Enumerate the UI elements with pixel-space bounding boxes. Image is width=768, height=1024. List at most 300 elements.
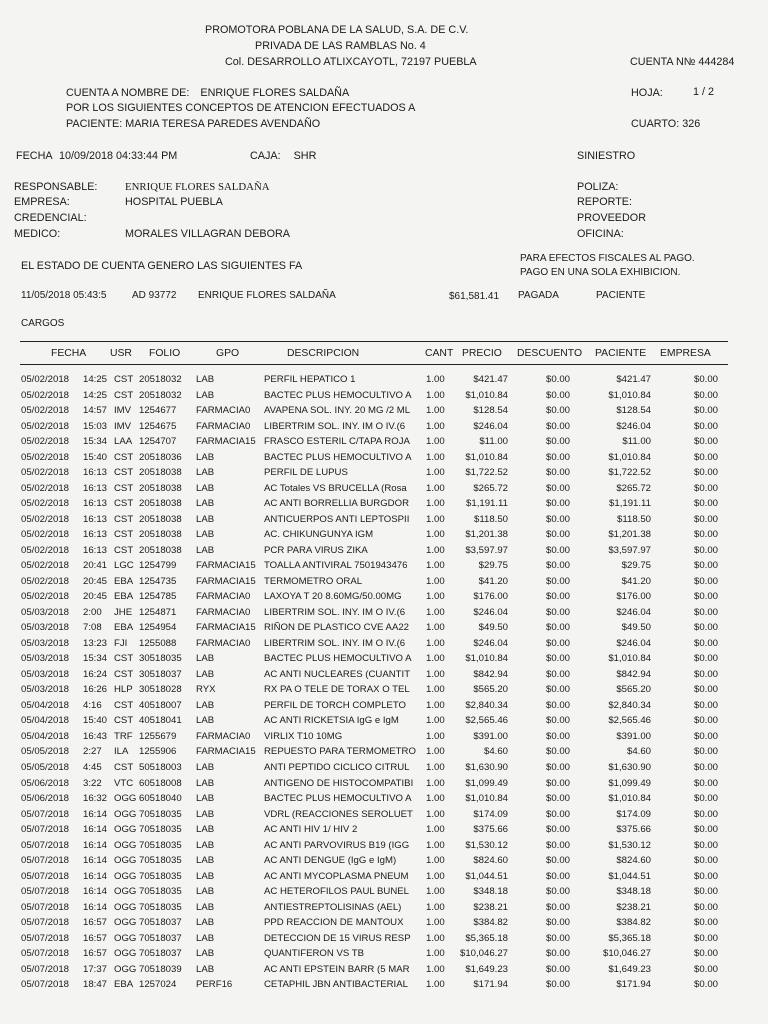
- row-group: LAB: [196, 808, 215, 820]
- row-description: AC ANTI MYCOPLASMA PNEUM: [264, 870, 409, 882]
- row-quantity: 1.00: [426, 389, 445, 401]
- row-price: $1,044.51: [465, 870, 508, 882]
- row-group: LAB: [196, 389, 215, 401]
- doctor-label: MEDICO:: [14, 228, 61, 240]
- invoice-name: ENRIQUE FLORES SALDAÑA: [198, 290, 336, 301]
- row-company-amount: $0.00: [693, 963, 718, 975]
- row-date: 05/02/2018: [21, 451, 70, 463]
- row-folio: 60518008: [139, 777, 182, 789]
- row-discount: $0.00: [545, 715, 570, 727]
- row-folio: 70518035: [139, 901, 182, 913]
- row-description: PERFIL DE LUPUS: [264, 467, 348, 479]
- row-folio: 70518035: [139, 870, 182, 882]
- row-discount: $0.00: [545, 668, 570, 680]
- row-quantity: 1.00: [426, 498, 445, 510]
- row-group: LAB: [196, 699, 215, 711]
- row-patient-amount: $128.54: [616, 405, 651, 417]
- row-folio: 20518036: [139, 451, 182, 463]
- row-time: 4:16: [83, 699, 102, 711]
- row-quantity: 1.00: [426, 513, 445, 525]
- row-patient-amount: $3,597.97: [608, 544, 651, 556]
- row-date: 05/02/2018: [21, 575, 70, 587]
- table-row: [0, 979, 768, 995]
- row-company-amount: $0.00: [693, 932, 718, 944]
- row-group: PERF16: [196, 979, 233, 991]
- concepts-line: POR LOS SIGUIENTES CONCEPTOS DE ATENCION EFECTUADOS A: [66, 102, 416, 114]
- row-description: AC ANTI RICKETSIA IgG e IgM: [264, 715, 399, 727]
- row-patient-amount: $1,010.84: [608, 451, 651, 463]
- row-description: BACTEC PLUS HEMOCULTIVO A: [264, 389, 412, 401]
- row-discount: $0.00: [545, 808, 570, 820]
- row-group: LAB: [196, 482, 215, 494]
- row-discount: $0.00: [545, 870, 570, 882]
- row-folio: 20518038: [139, 482, 182, 494]
- row-folio: 70518037: [139, 948, 182, 960]
- company-value: HOSPITAL PUEBLA: [125, 196, 223, 208]
- row-price: $824.60: [473, 855, 508, 867]
- row-folio: 20518032: [139, 389, 182, 401]
- row-company-amount: $0.00: [693, 451, 718, 463]
- row-company-amount: $0.00: [693, 855, 718, 867]
- row-quantity: 1.00: [426, 730, 445, 742]
- row-date: 05/02/2018: [21, 420, 70, 432]
- row-quantity: 1.00: [426, 544, 445, 556]
- row-company-amount: $0.00: [693, 793, 718, 805]
- row-patient-amount: $1,099.49: [608, 777, 651, 789]
- company-label: EMPRESA:: [14, 196, 70, 208]
- row-description: BACTEC PLUS HEMOCULTIVO A: [264, 451, 412, 463]
- row-group: LAB: [196, 777, 215, 789]
- row-quantity: 1.00: [426, 668, 445, 680]
- row-quantity: 1.00: [426, 762, 445, 773]
- row-company-amount: $0.00: [693, 405, 718, 417]
- row-time: 16:24: [83, 668, 108, 680]
- row-user: CST: [114, 715, 134, 727]
- row-quantity: 1.00: [426, 901, 445, 913]
- row-quantity: 1.00: [426, 777, 445, 789]
- row-patient-amount: $118.50: [617, 513, 651, 525]
- row-description: BACTEC PLUS HEMOCULTIVO A: [264, 793, 412, 805]
- row-quantity: 1.00: [426, 979, 445, 991]
- row-description: LAXOYA T 20 8.60MG/50.00MG: [264, 591, 402, 603]
- row-description: AC HETEROFILOS PAUL BUNEL: [264, 886, 410, 898]
- row-group: LAB: [196, 963, 215, 975]
- row-date: 05/07/2018: [21, 808, 70, 820]
- patient: [66, 118, 320, 130]
- room: [631, 118, 700, 130]
- row-date: 05/07/2018: [21, 948, 70, 960]
- row-folio: 70518035: [139, 839, 182, 851]
- table-row: [0, 762, 768, 778]
- row-company-amount: $0.00: [693, 808, 718, 820]
- row-user: OGG: [114, 901, 137, 913]
- row-quantity: 1.00: [426, 560, 445, 572]
- row-date: 05/05/2018: [21, 746, 70, 758]
- row-patient-amount: $391.00: [616, 730, 651, 742]
- row-patient-amount: $1,649.23: [608, 963, 651, 975]
- table-row: [0, 746, 768, 762]
- row-date: 05/07/2018: [21, 917, 70, 929]
- row-patient-amount: $1,010.84: [608, 389, 651, 401]
- row-price: $421.47: [473, 374, 508, 385]
- row-quantity: 1.00: [426, 948, 445, 960]
- row-user: OGG: [114, 808, 137, 820]
- doctor-value: MORALES VILLAGRAN DEBORA: [125, 228, 291, 240]
- charges-title: CARGOS: [21, 318, 65, 329]
- row-price: $384.82: [473, 917, 508, 929]
- row-group: LAB: [196, 948, 215, 960]
- row-group: LAB: [196, 513, 215, 525]
- row-date: 05/02/2018: [21, 405, 70, 417]
- row-folio: 1254799: [139, 560, 177, 572]
- credential-label: CREDENCIAL:: [14, 212, 87, 224]
- row-quantity: 1.00: [426, 436, 445, 448]
- col-empresa: EMPRESA: [660, 348, 711, 359]
- row-company-amount: $0.00: [693, 420, 718, 432]
- table-row: [0, 684, 768, 700]
- row-time: 2:27: [83, 746, 102, 758]
- row-time: 16:14: [83, 839, 108, 851]
- row-patient-amount: $375.66: [616, 824, 651, 836]
- row-price: $4.60: [483, 746, 508, 758]
- row-description: TOALLA ANTIVIRAL 7501943476: [264, 560, 408, 572]
- row-quantity: 1.00: [426, 653, 445, 665]
- row-description: DETECCION DE 15 VIRUS RESP: [264, 932, 411, 944]
- row-price: $246.04: [473, 420, 508, 432]
- row-discount: $0.00: [545, 513, 570, 525]
- row-time: 16:13: [83, 482, 108, 494]
- row-group: LAB: [196, 451, 215, 463]
- row-group: LAB: [196, 653, 215, 665]
- row-price: $238.21: [473, 901, 508, 913]
- row-group: LAB: [196, 374, 215, 385]
- row-folio: 40518007: [139, 699, 182, 711]
- row-price: $565.20: [473, 684, 508, 696]
- office-label: OFICINA:: [577, 228, 624, 240]
- row-folio: 20518038: [139, 498, 182, 510]
- row-date: 05/07/2018: [21, 824, 70, 836]
- row-price: $1,010.84: [465, 793, 508, 805]
- row-date: 05/05/2018: [21, 762, 70, 773]
- fiscal-note-2: PAGO EN UNA SOLA EXHIBICION.: [520, 267, 681, 278]
- row-price: $1,191.11: [466, 498, 508, 510]
- row-patient-amount: $421.47: [616, 374, 651, 385]
- row-description: AC ANTI PARVOVIRUS B19 (IGG: [264, 839, 410, 851]
- row-quantity: 1.00: [426, 886, 445, 898]
- account-number-label: CUENTA N№: [630, 56, 696, 68]
- row-patient-amount: $246.04: [616, 637, 651, 649]
- row-description: CETAPHIL JBN ANTIBACTERIAL: [264, 979, 408, 991]
- table-row: [0, 607, 768, 623]
- row-discount: $0.00: [545, 777, 570, 789]
- row-date: 05/03/2018: [21, 606, 70, 618]
- row-user: CST: [114, 544, 134, 556]
- row-time: 16:13: [83, 544, 108, 556]
- row-description: PERFIL HEPATICO 1: [264, 374, 356, 385]
- print-date-value: 10/09/2018 04:33:44 PM: [59, 150, 178, 162]
- room-value: 326: [682, 118, 701, 130]
- row-patient-amount: $5,365.18: [608, 932, 651, 944]
- row-price: $1,010.84: [465, 389, 508, 401]
- row-description: AVAPENA SOL. INY. 20 MG /2 ML: [264, 405, 411, 417]
- row-group: LAB: [196, 544, 215, 556]
- table-row: [0, 731, 768, 747]
- row-company-amount: $0.00: [693, 948, 718, 960]
- row-quantity: 1.00: [426, 374, 445, 385]
- row-quantity: 1.00: [426, 420, 445, 432]
- row-group: FARMACIA0: [196, 405, 251, 417]
- row-discount: $0.00: [545, 575, 570, 587]
- row-time: 14:25: [83, 374, 108, 385]
- row-time: 13:23: [83, 637, 108, 649]
- row-price: $1,010.84: [465, 653, 508, 665]
- row-date: 05/02/2018: [21, 389, 70, 401]
- row-date: 05/07/2018: [21, 855, 70, 867]
- row-folio: 70518037: [139, 932, 182, 944]
- row-group: FARMACIA15: [196, 436, 256, 448]
- responsible-label: RESPONSABLE:: [14, 181, 98, 193]
- row-group: LAB: [196, 762, 215, 773]
- row-patient-amount: $1,191.11: [609, 498, 651, 510]
- row-patient-amount: $2,565.46: [608, 715, 651, 727]
- patient-label: PACIENTE:: [66, 118, 123, 130]
- row-discount: $0.00: [545, 451, 570, 463]
- row-company-amount: $0.00: [693, 746, 718, 758]
- row-quantity: 1.00: [426, 637, 445, 649]
- row-group: FARMACIA15: [196, 575, 256, 587]
- row-company-amount: $0.00: [693, 482, 718, 494]
- col-paciente: PACIENTE: [595, 348, 647, 359]
- row-date: 05/07/2018: [21, 979, 70, 991]
- row-quantity: 1.00: [426, 591, 445, 603]
- row-discount: $0.00: [545, 420, 570, 432]
- row-price: $375.66: [473, 824, 508, 836]
- row-group: LAB: [196, 917, 215, 929]
- row-company-amount: $0.00: [693, 606, 718, 618]
- row-user: CST: [114, 451, 134, 463]
- row-discount: $0.00: [545, 824, 570, 836]
- row-company-amount: $0.00: [693, 668, 718, 680]
- row-time: 15:34: [83, 653, 108, 665]
- row-quantity: 1.00: [426, 839, 445, 851]
- row-discount: $0.00: [545, 529, 570, 541]
- row-group: LAB: [196, 668, 215, 680]
- row-group: FARMACIA0: [196, 637, 251, 649]
- row-patient-amount: $265.72: [616, 482, 651, 494]
- company-colony: Col. DESARROLLO ATLIXCAYOTL, 72197 PUEBLA: [225, 56, 477, 68]
- row-time: 16:14: [83, 870, 108, 882]
- row-date: 05/03/2018: [21, 622, 70, 634]
- row-user: OGG: [114, 793, 137, 805]
- table-row: [0, 700, 768, 716]
- row-price: $171.94: [473, 979, 508, 991]
- row-company-amount: $0.00: [693, 777, 718, 789]
- responsible-value: ENRIQUE FLORES SALDAÑA: [125, 181, 270, 193]
- col-gpo: GPO: [216, 348, 240, 359]
- row-description: ANTIESTREPTOLISINAS (AEL): [264, 901, 402, 913]
- table-row: [0, 902, 768, 918]
- row-user: LAA: [114, 436, 133, 448]
- row-description: VIRLIX T10 10MG: [264, 730, 343, 742]
- row-user: CST: [114, 482, 134, 494]
- row-price: $11.00: [479, 436, 508, 448]
- row-user: OGG: [114, 932, 137, 944]
- row-group: FARMACIA15: [196, 560, 256, 572]
- row-patient-amount: $1,201.38: [608, 529, 651, 541]
- table-row: [0, 638, 768, 654]
- row-quantity: 1.00: [426, 467, 445, 479]
- row-folio: 1254677: [139, 405, 177, 417]
- row-group: FARMACIA0: [196, 591, 251, 603]
- row-price: $1,649.23: [465, 963, 508, 975]
- invoice-folio: AD 93772: [132, 290, 177, 301]
- row-discount: $0.00: [545, 637, 570, 649]
- row-discount: $0.00: [545, 436, 570, 448]
- row-quantity: 1.00: [426, 917, 445, 929]
- row-time: 16:14: [83, 886, 108, 898]
- row-time: 14:25: [83, 389, 108, 401]
- patient-value: MARIA TERESA PAREDES AVENDAÑO: [125, 118, 321, 130]
- row-price: $391.00: [473, 730, 508, 742]
- row-patient-amount: $49.50: [621, 622, 651, 634]
- row-company-amount: $0.00: [693, 436, 718, 448]
- invoices-statement: EL ESTADO DE CUENTA GENERO LAS SIGUIENTES FA: [21, 260, 303, 272]
- company-name: PROMOTORA POBLANA DE LA SALUD, S.A. DE C.V.: [205, 24, 469, 36]
- col-usr: USR: [110, 348, 132, 359]
- row-date: 05/04/2018: [21, 715, 70, 727]
- row-price: $10,046.27: [459, 948, 508, 960]
- row-time: 17:37: [83, 963, 108, 975]
- row-date: 05/07/2018: [21, 839, 70, 851]
- row-quantity: 1.00: [426, 808, 445, 820]
- row-time: 16:13: [83, 529, 108, 541]
- row-user: CST: [114, 374, 134, 385]
- row-date: 05/02/2018: [21, 467, 70, 479]
- row-patient-amount: $10,046.27: [602, 948, 651, 960]
- table-row: [0, 855, 768, 871]
- row-folio: 60518040: [139, 793, 182, 805]
- row-user: ILA: [114, 746, 129, 758]
- row-patient-amount: $1,044.51: [608, 870, 651, 882]
- row-quantity: 1.00: [426, 405, 445, 417]
- row-description: ANTI PEPTIDO CICLICO CITRUL: [264, 762, 410, 773]
- row-price: $118.50: [474, 513, 508, 525]
- table-row: [0, 964, 768, 980]
- row-description: ANTICUERPOS ANTI LEPTOSPII: [264, 513, 410, 525]
- row-price: $128.54: [473, 405, 508, 417]
- row-patient-amount: $246.04: [616, 606, 651, 618]
- print-date-label: FECHA: [16, 150, 52, 162]
- row-discount: $0.00: [545, 374, 570, 385]
- row-price: $41.20: [478, 575, 508, 587]
- row-user: OGG: [114, 824, 137, 836]
- row-group: LAB: [196, 793, 215, 805]
- table-row: [0, 840, 768, 856]
- row-discount: $0.00: [545, 839, 570, 851]
- table-row: [0, 514, 768, 530]
- row-patient-amount: $1,010.84: [608, 653, 651, 665]
- row-folio: 20518038: [139, 544, 182, 556]
- row-folio: 70518035: [139, 886, 182, 898]
- row-price: $2,565.46: [465, 715, 508, 727]
- row-group: RYX: [196, 684, 216, 696]
- invoice-amount: $61,581.41: [449, 291, 500, 302]
- row-discount: $0.00: [545, 389, 570, 401]
- row-quantity: 1.00: [426, 684, 445, 696]
- row-date: 05/02/2018: [21, 436, 70, 448]
- row-date: 05/03/2018: [21, 668, 70, 680]
- claim-label: SINIESTRO: [577, 150, 636, 162]
- sheet-label: HOJA:: [631, 87, 663, 99]
- row-price: $1,201.38: [465, 529, 508, 541]
- table-row: [0, 405, 768, 421]
- row-description: BACTEC PLUS HEMOCULTIVO A: [264, 653, 412, 665]
- row-price: $842.94: [473, 668, 508, 680]
- row-patient-amount: $384.82: [616, 917, 651, 929]
- row-user: CST: [114, 389, 134, 401]
- account-holder-value: ENRIQUE FLORES SALDAÑA: [200, 87, 350, 99]
- row-quantity: 1.00: [426, 855, 445, 867]
- row-description: LIBERTRIM SOL. INY. IM O IV.(6: [264, 606, 406, 618]
- row-discount: $0.00: [545, 917, 570, 929]
- row-price: $49.50: [478, 622, 508, 634]
- row-company-amount: $0.00: [693, 730, 718, 742]
- table-row: [0, 390, 768, 406]
- table-row: [0, 715, 768, 731]
- row-folio: 1254954: [139, 622, 177, 634]
- row-price: $29.75: [478, 560, 508, 572]
- row-user: OGG: [114, 963, 137, 975]
- row-company-amount: $0.00: [693, 979, 718, 991]
- row-group: FARMACIA0: [196, 730, 251, 742]
- row-folio: 70518035: [139, 824, 182, 836]
- row-folio: 1254707: [139, 436, 177, 448]
- row-time: 16:14: [83, 808, 108, 820]
- row-date: 05/02/2018: [21, 374, 70, 385]
- row-time: 3:22: [83, 777, 102, 789]
- table-row: [0, 591, 768, 607]
- row-group: LAB: [196, 529, 215, 541]
- table-row: [0, 871, 768, 887]
- row-time: 15:34: [83, 436, 108, 448]
- table-row: [0, 576, 768, 592]
- row-folio: 1255679: [139, 730, 177, 742]
- row-company-amount: $0.00: [693, 622, 718, 634]
- row-date: 05/06/2018: [21, 793, 70, 805]
- row-company-amount: $0.00: [693, 886, 718, 898]
- row-time: 15:03: [83, 420, 108, 432]
- row-patient-amount: $842.94: [616, 668, 651, 680]
- row-user: OGG: [114, 855, 137, 867]
- row-group: LAB: [196, 886, 215, 898]
- row-description: LIBERTRIM SOL. INY. IM O IV.(6: [264, 420, 406, 432]
- row-company-amount: $0.00: [693, 389, 718, 401]
- col-descripcion: DESCRIPCION: [287, 348, 360, 359]
- sheet-value: 1 / 2: [693, 86, 715, 98]
- row-time: 15:40: [83, 715, 108, 727]
- row-folio: 1254871: [139, 606, 177, 618]
- row-quantity: 1.00: [426, 746, 445, 758]
- row-quantity: 1.00: [426, 451, 445, 463]
- table-row: [0, 793, 768, 809]
- row-time: 16:26: [83, 684, 108, 696]
- row-date: 05/07/2018: [21, 901, 70, 913]
- row-discount: $0.00: [545, 979, 570, 991]
- table-row: [0, 498, 768, 514]
- row-description: AC Totales VS BRUCELLA (Rosa: [264, 482, 407, 494]
- row-time: 16:43: [83, 730, 108, 742]
- row-patient-amount: $824.60: [616, 855, 651, 867]
